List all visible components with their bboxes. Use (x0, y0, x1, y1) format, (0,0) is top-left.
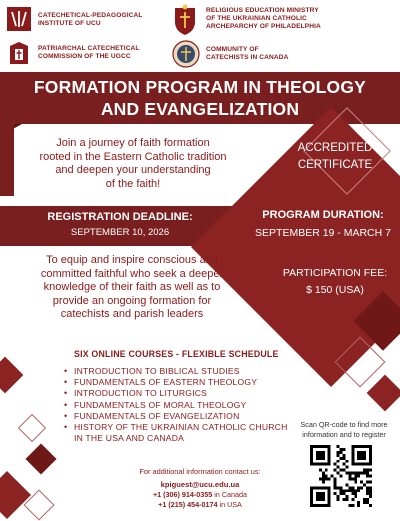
intro-text (24, 137, 242, 191)
intro-line: and deepen your understanding (55, 164, 211, 176)
mission-line: catechists and parish leaders (60, 308, 204, 320)
contact-block (90, 467, 310, 510)
phone-canada-suffix: in Canada (212, 490, 248, 499)
mission-line: committed faithful who seek a deeper (40, 267, 224, 280)
small-diamond-left-2 (18, 414, 46, 442)
mission-line: provide an ongoing formation for (52, 294, 212, 307)
small-diamond-left-3 (25, 443, 56, 474)
mission-line: knowledge of their faith as well as to (43, 281, 221, 293)
title-line-2: AND EVANGELIZATION (100, 99, 300, 119)
program-duration (246, 208, 400, 241)
registration-date: SEPTEMBER 10, 2026 (70, 227, 170, 238)
phone-usa-suffix: in USA (217, 500, 242, 509)
accredited-line-1: ACCREDITED (297, 142, 373, 154)
small-diamond-left-1 (0, 357, 23, 394)
list-item (64, 400, 304, 411)
small-diamond-right-3 (367, 375, 400, 412)
intro-line: rooted in the Eastern Catholic tradition (39, 150, 227, 163)
contact-phone-canada (90, 490, 310, 500)
course-list (64, 366, 304, 444)
list-item (64, 377, 304, 388)
list-item (64, 366, 304, 377)
patriarchal-commission-icon (6, 40, 32, 68)
community-catechists-seal-icon (172, 40, 200, 68)
logo-community-text: COMMUNITY OF CATECHISTS IN CANADA (206, 46, 289, 61)
logo-patriarchal-text: PATRIARCHAL CATECHETICAL COMMISSION OF THE UGCC (38, 45, 140, 60)
fee-amount: $ 150 (USA) (306, 284, 364, 296)
list-item (64, 422, 304, 444)
logo-patriarchal (6, 40, 196, 70)
logo-community (172, 40, 398, 70)
ucu-logo-icon (6, 6, 32, 32)
course-name: HISTORY OF THE UKRAINIAN CATHOLIC CHURCH IN THE USA AND CANADA (74, 422, 288, 444)
participation-fee (270, 266, 400, 298)
small-diamond-left-4 (0, 471, 31, 519)
courses-heading: SIX ONLINE COURSES - FLEXIBLE SCHEDULE (74, 349, 279, 359)
page-title (0, 76, 400, 120)
logo-ucu (6, 6, 196, 34)
logo-ucu-text: CATECHETICAL-PEDAGOGICAL INSTITUTE OF UCU (38, 12, 143, 27)
list-item (64, 388, 304, 399)
contact-intro: For additional information contact us: (139, 467, 261, 476)
registration-label: REGISTRATION DEADLINE: (47, 211, 193, 223)
course-name: FUNDAMENTALS OF MORAL THEOLOGY (74, 399, 247, 410)
title-line-1: FORMATION PROGRAM IN THEOLOGY (33, 77, 367, 97)
list-item (64, 411, 304, 422)
logo-archeparchy (172, 4, 398, 38)
bullet-icon: • (64, 366, 68, 376)
fee-label: PARTICIPATION FEE: (282, 267, 388, 279)
left-accent-bar (0, 124, 14, 196)
bullet-icon: • (64, 410, 68, 421)
bullet-icon: • (64, 377, 68, 388)
logo-archeparchy-text: RELIGIOUS EDUCATION MINISTRY OF THE UKRAINIAN CATHOLIC ARCHEPARCHY OF PHILADELPHIA (206, 7, 321, 30)
course-name: FUNDAMENTALS OF EVANGELIZATION (74, 410, 240, 421)
intro-line: Join a journey of faith formation (56, 137, 210, 149)
duration-label: PROGRAM DURATION: (262, 209, 384, 221)
contact-phone-usa (90, 500, 310, 510)
accredited-certificate (280, 140, 390, 174)
mission-text (12, 254, 252, 322)
phone-usa[interactable]: +1 (215) 454-0174 (158, 500, 218, 509)
course-name: INTRODUCTION TO LITURGICS (74, 388, 208, 399)
mission-line: To equip and inspire conscious and (46, 254, 218, 266)
course-name: FUNDAMENTALS OF EASTERN THEOLOGY (74, 377, 258, 388)
duration-dates: SEPTEMBER 19 - MARCH 7 (255, 227, 391, 239)
qr-caption: Scan QR-code to find more information and to register (300, 420, 388, 439)
course-name: INTRODUCTION TO BIBLICAL STUDIES (74, 366, 240, 376)
registration-deadline (0, 210, 240, 240)
accredited-line-2: CERTIFICATE (297, 159, 373, 171)
qr-code-icon[interactable] (310, 445, 372, 507)
archeparchy-coat-of-arms-icon (172, 4, 198, 36)
bullet-icon: • (64, 399, 68, 410)
bullet-icon: • (64, 388, 68, 399)
phone-canada[interactable]: +1 (306) 914-0355 (152, 490, 213, 499)
bullet-icon: • (64, 422, 68, 433)
contact-email[interactable]: kpiguest@ucu.edu.ua (160, 480, 240, 489)
intro-line: of the faith! (105, 177, 161, 190)
